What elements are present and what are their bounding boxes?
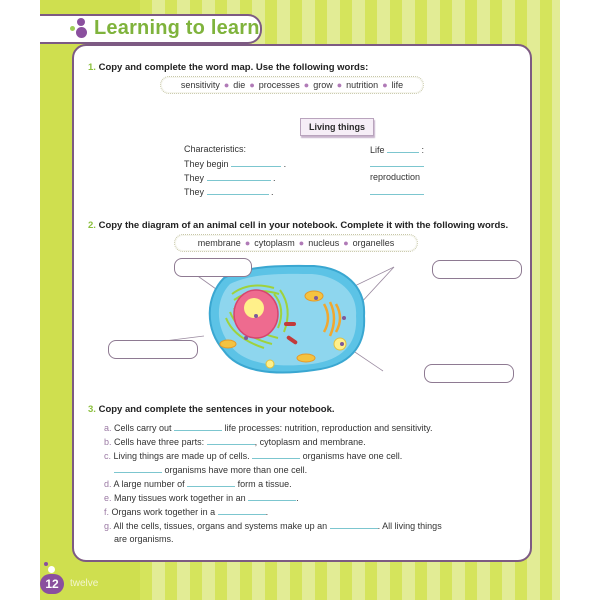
blank-line xyxy=(330,520,378,529)
word-map-line-1: They begin . xyxy=(184,159,287,169)
label-box-bottom-right[interactable] xyxy=(424,364,514,383)
exercise-3-text: Copy and complete the sentences in your notebook. xyxy=(98,404,335,415)
sentence-a: a. Cells carry out life processes: nutrition, reproduction and sensitivity. xyxy=(104,423,433,433)
word-nutrition: nutrition xyxy=(346,80,379,90)
sentence-c-continued: organisms have more than one cell. xyxy=(114,464,307,475)
word-map-right-line-3: reproduction xyxy=(370,172,421,182)
word-map-right-line-1: Life : xyxy=(370,145,425,155)
word-die: die xyxy=(233,80,246,90)
blank-line xyxy=(187,478,235,487)
word-grow: grow xyxy=(313,80,333,90)
bullet-icon: ● xyxy=(336,80,343,90)
label-box-bottom-left[interactable] xyxy=(108,340,198,359)
word-membrane: membrane xyxy=(197,238,241,248)
page-number-badge: 12 xyxy=(40,574,64,594)
exercise-3-instruction xyxy=(88,404,335,415)
sentence-g-continued: are organisms. xyxy=(114,534,174,544)
word-map-line-3: They . xyxy=(184,187,274,197)
word-map-center: Living things xyxy=(300,118,374,136)
exercise-3-number: 3. xyxy=(88,404,96,415)
exercise-card xyxy=(72,44,532,562)
exercise-1-number: 1. xyxy=(88,62,96,73)
bullet-icon: ● xyxy=(382,80,388,90)
label-box-top-right[interactable] xyxy=(432,260,522,279)
word-cytoplasm: cytoplasm xyxy=(254,238,295,248)
word-nucleus: nucleus xyxy=(308,238,340,248)
page-number-word: twelve xyxy=(70,578,99,589)
sentence-d: d. A large number of form a tissue. xyxy=(104,479,292,489)
sentence-e: e. Many tissues work together in an . xyxy=(104,493,299,503)
word-map-line-2: They . xyxy=(184,173,276,183)
bullet-icon: ● xyxy=(298,238,305,248)
blank-line xyxy=(248,492,296,501)
word-organelles: organelles xyxy=(352,238,395,248)
blank-line xyxy=(252,450,300,459)
exercise-2-text: Copy the diagram of an animal cell in your notebook. Complete it with the following words. xyxy=(98,220,509,231)
bullet-icon: ● xyxy=(244,238,251,248)
bullet-icon: ● xyxy=(343,238,349,248)
dots-decoration-icon xyxy=(68,16,92,42)
sentence-g: g. All the cells, tissues, organs and systems make up an . All living things xyxy=(104,521,442,531)
bullet-icon: ● xyxy=(303,80,310,90)
workbook-page xyxy=(40,0,560,600)
bullet-icon: ● xyxy=(223,80,230,90)
word-processes: processes xyxy=(258,80,300,90)
word-sensitivity: sensitivity xyxy=(180,80,220,90)
bullet-icon: ● xyxy=(249,80,255,90)
sentence-c: c. Living things are made up of cells. organisms have one cell. xyxy=(104,451,403,461)
label-box-top-left[interactable] xyxy=(174,258,252,277)
sentence-f: f. Organs work together in a . xyxy=(104,507,269,517)
page-title: Learning to learn xyxy=(94,17,260,39)
blank-line xyxy=(218,506,266,515)
exercise-2-number: 2. xyxy=(88,220,96,231)
word-life: life xyxy=(391,80,404,90)
sentence-b: b. Cells have three parts: , cytoplasm and membrane. xyxy=(104,437,366,447)
word-map-heading: Characteristics: xyxy=(184,144,247,154)
blank-line xyxy=(174,422,222,431)
blank-line xyxy=(207,436,255,445)
blank-line xyxy=(114,464,162,473)
exercise-1-text: Copy and complete the word map. Use the following words: xyxy=(98,62,369,73)
